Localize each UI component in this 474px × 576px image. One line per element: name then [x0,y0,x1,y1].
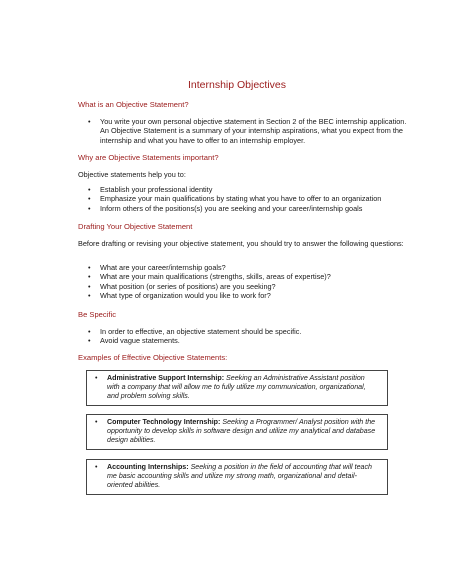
drafting-intro: Before drafting or revising your objective statement, you should try to answer the following questions: [78,239,404,248]
bullet-icon: • [88,194,91,204]
bullet-icon: • [88,203,91,213]
list-item: • What are your career/internship goals? [88,263,226,272]
list-item: • You write your own personal objective statement in Section 2 of the BEC internship application. An Objective Statement is a summary of your internship aspirations, what you expect from the internship and what you have to offer to an internship employer. [88,117,407,145]
drafting-bullets [78,263,408,301]
bullet-icon: • [88,185,91,194]
bullet-icon: • [88,281,91,291]
page-title: Internship Objectives [187,79,287,91]
example-text: Seeking an Administrative Assistant position with a company that will allow me to fully utilize my communication, organizational, and problem solving skills. [107,374,366,401]
heading-specific: Be Specific [78,310,116,319]
why-bullets [78,185,408,213]
bullet-icon: • [88,336,91,346]
example-box-computer [86,414,388,450]
example-text: Seeking a position in the field of accounting that will teach me basic accounting skills and utilize my strong math, organizational and detail-oriented abilities. [107,463,372,490]
example-label: Accounting Internships: [107,463,189,471]
bullet-icon: • [88,117,91,126]
list-item: • In order to effective, an objective statement should be specific. [88,327,302,336]
list-item: • What position (or series of positions) are you seeking? [88,281,276,291]
bullet-icon: • [88,291,91,301]
example-text: Seeking a Programmer/ Analyst position with the opportunity to develop skills in software design and utilize my analytical and database design abilities. [107,418,376,445]
why-intro: Objective statements help you to: [78,170,186,179]
example-box-accounting [86,459,388,495]
example-box-admin [86,370,388,406]
list-item: • What are your main qualifications (strengths, skills, areas of expertise)? [88,272,331,282]
bullet-icon: • [95,374,98,382]
list-item: • What type of organization would you like to work for? [88,291,271,301]
specific-bullets [78,327,408,346]
heading-why: Why are Objective Statements important? [78,153,219,162]
bullet-icon: • [88,272,91,282]
heading-what: What is an Objective Statement? [78,100,189,109]
what-bullets [78,117,408,145]
example-label: Administrative Support Internship: [107,374,225,382]
list-item: • Establish your professional identity [88,185,213,194]
heading-examples: Examples of Effective Objective Statements: [78,353,228,362]
heading-drafting: Drafting Your Objective Statement [78,222,193,231]
list-item: • Emphasize your main qualifications by stating what you have to offer to an organization [88,194,382,204]
list-item: • Inform others of the positions(s) you are seeking and your career/internship goals [88,203,363,213]
bullet-icon: • [95,463,98,471]
list-item: • Avoid vague statements. [88,336,180,346]
bullet-icon: • [88,263,91,272]
example-label: Computer Technology Internship: [107,418,221,426]
bullet-icon: • [88,327,91,336]
bullet-icon: • [95,418,98,426]
